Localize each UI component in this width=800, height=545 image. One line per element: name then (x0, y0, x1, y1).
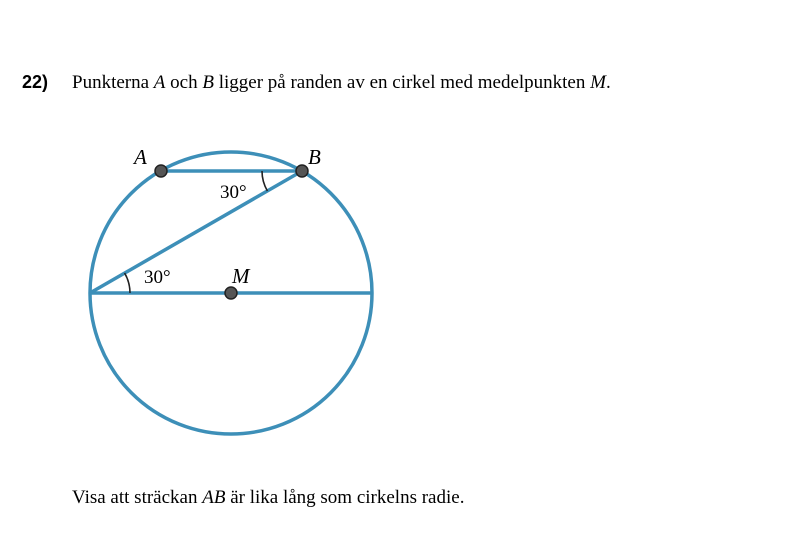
statement-center-m: M (590, 72, 606, 93)
task-segment-ab: AB (202, 487, 226, 508)
point-a (155, 165, 167, 177)
label-m: M (232, 264, 250, 288)
statement-point-b: B (202, 72, 214, 93)
statement-point-a: A (153, 72, 166, 93)
angle-label-left: 30° (144, 267, 171, 288)
chord-b-to-left (90, 171, 302, 293)
angle-arc-b (262, 171, 267, 191)
problem-statement: Punkterna A och B ligger på randen av en cirkel med medelpunkten M. (72, 72, 611, 93)
task-text: Visa att sträckan AB är lika lång som cirkelns radie. (72, 487, 465, 508)
point-m (225, 287, 237, 299)
point-b (296, 165, 308, 177)
angle-arc-left (125, 273, 130, 293)
angle-label-b: 30° (220, 182, 247, 203)
problem-number: 22) (22, 72, 49, 92)
label-a: A (134, 145, 147, 169)
label-b: B (308, 145, 321, 169)
